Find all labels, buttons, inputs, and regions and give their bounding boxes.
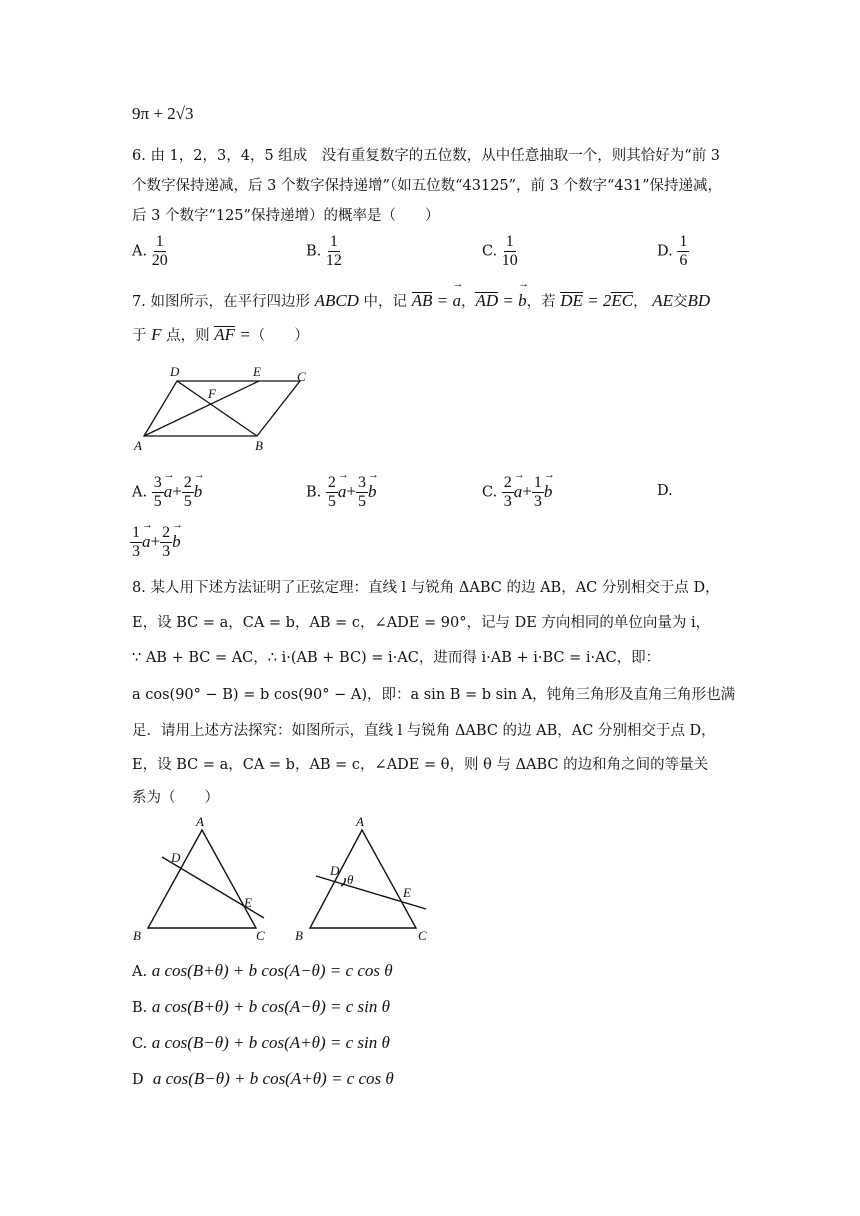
q7-parallelogram-figure (130, 360, 320, 455)
q8-option-d[interactable]: D a cos(B−θ) + b cos(A+θ) = c cos θ (132, 1069, 394, 1088)
q8-line1: 8. 某人用下述方法证明了正弦定理：直线 l 与锐角 ΔABC 的边 AB，AC 分别相交于点 D， (132, 580, 720, 596)
label-f: F (208, 386, 216, 401)
fig2-label-c: C (418, 928, 427, 943)
fig1-label-e: E (244, 895, 252, 910)
segment-bd (177, 381, 257, 436)
q7-option-b[interactable]: B. $\frac{2}{5}$ → a+ $\frac{3}{5}$ → b (306, 474, 376, 511)
fig1-label-a: A (196, 814, 204, 829)
label-c: C (297, 369, 306, 384)
q8-option-b[interactable]: B. a cos(B+θ) + b cos(A−θ) = c sin θ (132, 997, 390, 1016)
label-d: D (170, 364, 180, 379)
q7-line2: 于 F 点，则 AF =（ ） (132, 325, 309, 344)
q8-line2: E，设 BC = a，CA = b，AB = c，∠ADE = 90°，记与 DE 方向相同的单位向量为 i， (132, 615, 711, 631)
q6-line2: 个数字保持递减，后 3 个数字保持递增”（如五位数“43125”，前 3 个数字“431”保持递减， (132, 178, 723, 194)
q6-option-b[interactable]: B. $\frac{1}{12}$ (306, 233, 342, 269)
q7-option-a[interactable]: A. $\frac{3}{5}$ → a+ $\frac{2}{5}$ → b (132, 474, 202, 511)
q8-figure-2 (290, 812, 435, 947)
q7-option-d-label[interactable]: D. (657, 483, 673, 499)
q7-option-d[interactable]: $\frac{1}{3}$ → a+ $\frac{2}{3}$ → b (130, 524, 181, 561)
previous-answer: 9π + 2√3 (132, 104, 194, 123)
q6-option-d-fraction: $\frac{1}{6}$ (679, 233, 688, 269)
triangle-abc-1 (148, 830, 256, 928)
label-e: E (253, 364, 261, 379)
q8-line7: 系为（ ） (132, 790, 219, 806)
q7-line1: 7. 如图所示，在平行四边形 ABCD 中，记 AB = → a，AD = → b，若 DE = 2EC， AE交BD (132, 290, 710, 311)
q6-option-a-fraction: $\frac{1}{20}$ (151, 233, 168, 269)
q6-option-a[interactable]: A. $\frac{1}{20}$ (132, 233, 168, 269)
fig2-label-b: B (295, 928, 303, 943)
fig2-label-e: E (403, 885, 411, 900)
fig1-label-c: C (256, 928, 265, 943)
fig2-label-theta: θ (347, 872, 354, 887)
fig2-label-d: D (330, 863, 340, 878)
q6-line3: 后 3 个数字“125”保持递增）的概率是（ ） (132, 208, 440, 224)
q6-option-c[interactable]: C. $\frac{1}{10}$ (482, 233, 518, 269)
q8-line6: E，设 BC = a，CA = b，AB = c，∠ADE = θ，则 θ 与 ΔABC 的边和角之间的等量关 (132, 757, 709, 773)
label-a: A (134, 438, 142, 453)
q8-line4: a cos(90° − B) = b cos(90° − A)，即：a sin B = b sin A，钝角三角形及直角三角形也满 (132, 687, 736, 703)
q6-option-c-fraction: $\frac{1}{10}$ (501, 233, 518, 269)
parallelogram-abcd (144, 381, 300, 436)
q8-line5: 足．请用上述方法探究：如图所示，直线 l 与锐角 ΔABC 的边 AB，AC 分别相交于点 D， (132, 723, 716, 739)
q6-line1: 6. 由 1，2，3，4，5 组成 没有重复数字的五位数，从中任意抽取一个，则其恰好为“前 3 (132, 148, 721, 164)
label-b: B (255, 438, 263, 453)
fig1-label-b: B (133, 928, 141, 943)
q8-option-c[interactable]: C. a cos(B−θ) + b cos(A+θ) = c sin θ (132, 1033, 390, 1052)
fig1-label-d: D (171, 850, 181, 865)
q8-option-a[interactable]: A. a cos(B+θ) + b cos(A−θ) = c cos θ (132, 961, 393, 980)
q7-option-c[interactable]: C. $\frac{2}{3}$ → a+ $\frac{1}{3}$ → b (482, 474, 552, 511)
q8-line3: ∵ AB + BC = AC，∴ i·(AB + BC) = i·AC，进而得 i·AB + i·BC = i·AC，即： (132, 650, 661, 666)
fig2-label-a: A (356, 814, 364, 829)
q8-figure-1 (130, 812, 270, 947)
q6-option-b-fraction: $\frac{1}{12}$ (325, 233, 342, 269)
q6-option-d[interactable]: D. $\frac{1}{6}$ (657, 233, 688, 269)
